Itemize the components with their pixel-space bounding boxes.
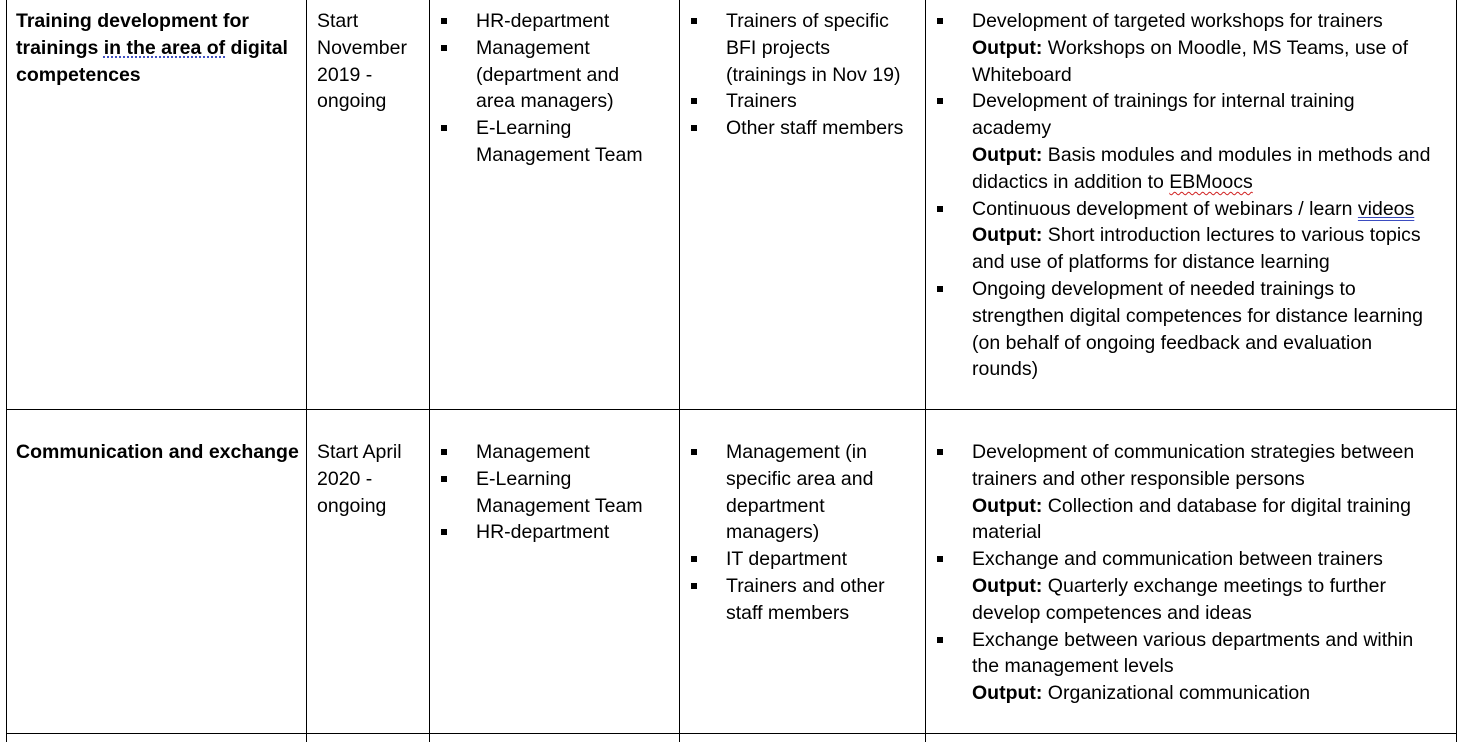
column-border bbox=[429, 0, 430, 742]
timeline-line: ongoing bbox=[317, 494, 387, 517]
list-item: Management (in specific area and department managers) bbox=[691, 439, 923, 546]
list-item: IT department bbox=[691, 546, 923, 573]
activities-cell bbox=[937, 439, 1454, 707]
bullet-icon bbox=[441, 476, 447, 482]
column-border bbox=[1456, 0, 1457, 742]
bullet-icon bbox=[441, 18, 447, 24]
list-item: HR-department bbox=[441, 519, 676, 546]
list-item: Exchange and communication between trainers Output: Quarterly exchange meetings to further develop competences and ideas bbox=[937, 546, 1454, 626]
task-line: competences bbox=[16, 63, 141, 86]
list-item: Ongoing development of needed trainings to strengthen digital competences for distance learning (on behalf of ongoing feedback and evaluation rounds) bbox=[937, 276, 1454, 383]
list-item: Trainers bbox=[691, 88, 923, 115]
bullet-icon bbox=[937, 18, 943, 24]
row-border bbox=[6, 409, 1457, 410]
bullet-icon bbox=[691, 449, 697, 455]
bullet-icon bbox=[937, 206, 943, 212]
timeline-line: 2020 - bbox=[317, 467, 373, 490]
list-item: Development of trainings for internal training academy Output: Basis modules and modules in methods and didactics in addition to EBMoocs bbox=[937, 88, 1454, 195]
column-border bbox=[6, 0, 7, 742]
bullet-icon bbox=[441, 449, 447, 455]
output-label: Output: bbox=[972, 574, 1043, 597]
bullet-icon bbox=[441, 45, 447, 51]
task-cell bbox=[16, 8, 301, 88]
target-cell bbox=[691, 439, 923, 627]
list-item: Continuous development of webinars / learn videos Output: Short introduction lectures to various topics and use of platforms for distance learning bbox=[937, 196, 1454, 276]
bullet-icon bbox=[937, 98, 943, 104]
list-item: Management (department and area managers) bbox=[441, 35, 676, 115]
list-item: Trainers and other staff members bbox=[691, 573, 923, 627]
bullet-icon bbox=[691, 125, 697, 131]
timeline-cell bbox=[317, 8, 425, 115]
list-item: Development of targeted workshops for trainers Output: Workshops on Moodle, MS Teams, use of Whiteboard bbox=[937, 8, 1454, 88]
responsible-cell bbox=[441, 8, 676, 169]
bullet-icon bbox=[691, 18, 697, 24]
bullet-icon bbox=[441, 529, 447, 535]
list-item: Other staff members bbox=[691, 115, 923, 142]
bullet-icon bbox=[691, 556, 697, 562]
timeline-cell bbox=[317, 439, 425, 519]
bullet-icon bbox=[691, 98, 697, 104]
task-line: Communication and exchange bbox=[16, 441, 299, 463]
timeline-line: November bbox=[317, 36, 407, 59]
bullet-icon bbox=[937, 449, 943, 455]
target-cell bbox=[691, 8, 923, 142]
timeline-line: Start April bbox=[317, 441, 402, 463]
column-border bbox=[679, 0, 680, 742]
list-item: Management bbox=[441, 439, 676, 466]
timeline-line: 2019 - bbox=[317, 63, 373, 86]
list-item: HR-department bbox=[441, 8, 676, 35]
task-text: digital bbox=[225, 36, 288, 59]
task-text: trainings bbox=[16, 36, 104, 59]
list-item: Trainers of specific BFI projects (trainings in Nov 19) bbox=[691, 8, 923, 88]
row-border bbox=[6, 733, 1457, 734]
responsible-cell bbox=[441, 439, 676, 546]
column-border bbox=[306, 0, 307, 742]
list-item: E-Learning Management Team bbox=[441, 466, 676, 520]
output-label: Output: bbox=[972, 224, 1043, 247]
list-item: E-Learning Management Team bbox=[441, 115, 676, 169]
timeline-line: ongoing bbox=[317, 90, 387, 113]
bullet-icon bbox=[937, 637, 943, 643]
output-label: Output: bbox=[972, 143, 1043, 166]
task-text-underlined: in the area of bbox=[103, 36, 226, 59]
activities-cell bbox=[937, 8, 1454, 383]
task-cell bbox=[16, 439, 301, 466]
bullet-icon bbox=[691, 583, 697, 589]
bullet-icon bbox=[441, 125, 447, 131]
bullet-icon bbox=[937, 286, 943, 292]
list-item: Development of communication strategies between trainers and other responsible persons Output: Collection and database for digital training material bbox=[937, 439, 1454, 546]
bullet-icon bbox=[937, 556, 943, 562]
output-label: Output: bbox=[972, 682, 1043, 705]
task-line bbox=[16, 35, 301, 62]
timeline-line: Start bbox=[317, 10, 359, 32]
column-border bbox=[925, 0, 926, 742]
output-label: Output: bbox=[972, 494, 1043, 517]
task-line: Training development for bbox=[16, 10, 249, 32]
output-label: Output: bbox=[972, 36, 1043, 59]
list-item: Exchange between various departments and within the management levels Output: Organizational communication bbox=[937, 627, 1454, 707]
